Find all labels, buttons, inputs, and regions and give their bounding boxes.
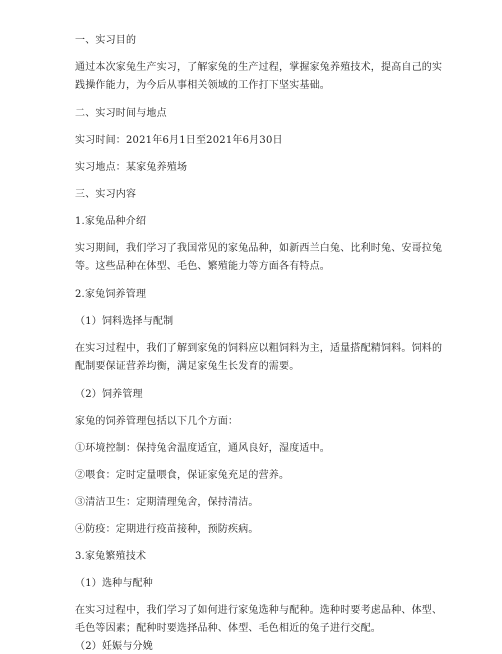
sub-subsection-heading: （1）选种与配种: [75, 578, 153, 589]
paragraph-line: 毛色等因素；配种时要选择品种、体型、毛色相近的兔子进行交配。: [75, 623, 381, 634]
sub-subsection-heading: （1）饲料选择与配制: [75, 316, 174, 327]
sub-subsection-heading: （2）妊娠与分娩: [75, 641, 153, 652]
paragraph-line: 在实习过程中，我们学习了如何进行家兔选种与配种。选种时要考虑品种、体型、: [75, 605, 443, 616]
paragraph-line: 通过本次家兔生产实习，了解家兔的生产过程，掌握家兔养殖技术，提高自己的实: [75, 62, 443, 73]
paragraph-line: 实习地点：某家兔养殖场: [75, 162, 188, 173]
section-heading-content: 三、实习内容: [75, 189, 137, 200]
paragraph-line: 实习期间，我们学习了我国常见的家兔品种，如新西兰白兔、比利时兔、安哥拉兔: [75, 243, 443, 254]
paragraph-line: 在实习过程中，我们了解到家兔的饲料应以粗饲料为主，适量搭配精饲料。饲料的: [75, 343, 443, 354]
section-heading-time-place: 二、实习时间与地点: [75, 108, 167, 119]
list-item: ③清洁卫生：定期清理兔舍，保持清洁。: [75, 497, 259, 508]
sub-subsection-heading: （2）饲养管理: [75, 389, 143, 400]
paragraph-line: 践操作能力，为今后从事相关领域的工作打下坚实基础。: [75, 80, 330, 91]
list-item: ①环境控制：保持兔舍温度适宜，通风良好，湿度适中。: [75, 443, 330, 454]
paragraph-line: 家兔的饲养管理包括以下几个方面：: [75, 416, 239, 427]
paragraph-line: 实习时间：2021年6月1日至2021年6月30日: [75, 135, 283, 146]
section-heading-purpose: 一、实习目的: [75, 35, 137, 46]
subsection-heading: 3.家兔繁殖技术: [75, 551, 147, 562]
list-item: ④防疫：定期进行疫苗接种，预防疾病。: [75, 524, 259, 535]
subsection-heading: 2.家兔饲养管理: [75, 289, 147, 300]
list-item: ②喂食：定时定量喂食，保证家兔充足的营养。: [75, 470, 290, 481]
paragraph-line: 等。这些品种在体型、毛色、繁殖能力等方面各有特点。: [75, 261, 330, 272]
paragraph-line: 配制要保证营养均衡，满足家兔生长发育的需要。: [75, 361, 300, 372]
subsection-heading: 1.家兔品种介绍: [75, 216, 147, 227]
